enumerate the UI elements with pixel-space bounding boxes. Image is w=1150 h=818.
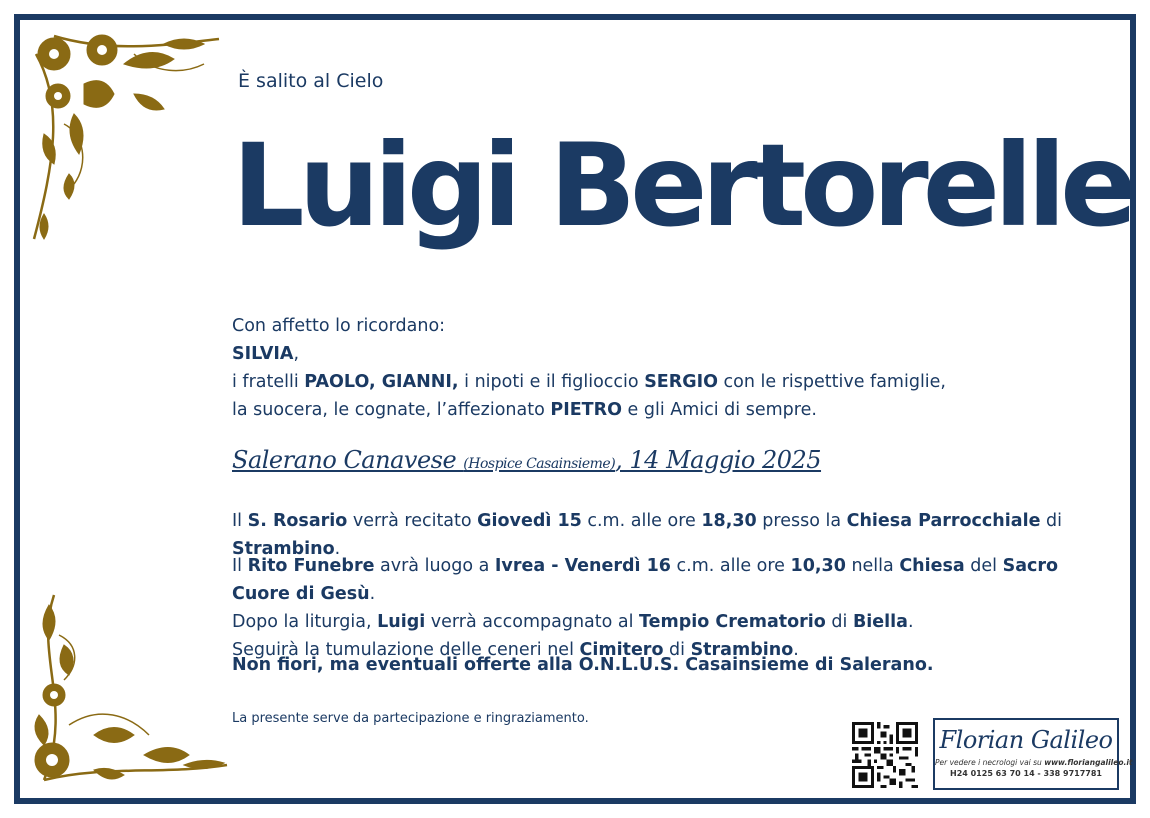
logo-brand: Florian Galileo (939, 726, 1113, 754)
floral-corner-bottom-left-icon (24, 585, 229, 790)
funeral-home-logo (933, 718, 1133, 790)
flowers-note: Non fiori, ma eventuali offerte alla O.N.L.U.S. Casainsieme di Salerano. (232, 655, 934, 675)
family-line-2: i fratelli PAOLO, GIANNI, i nipoti e il figlioccio SERGIO con le rispettive famiglie, (232, 372, 946, 392)
family-line-1: SILVIA, (232, 344, 300, 364)
qr-code-icon[interactable] (852, 722, 918, 788)
funeral-announcement (232, 552, 1112, 664)
place-and-date: Salerano Canavese (Hospice Casainsieme), 14 Maggio 2025 (232, 446, 822, 474)
deceased-name: Luigi Bertorelle (232, 119, 1132, 252)
funeral-line-1: Il Rito Funebre avrà luogo a Ivrea - Venerdì 16 c.m. alle ore 10,30 nella Chiesa del Sacro Cuore di Gesù. (232, 556, 1059, 604)
family-section (232, 312, 1112, 424)
family-line-3: la suocera, le cognate, l’affezionato PIETRO e gli Amici di sempre. (232, 400, 817, 420)
thanks-note: La presente serve da partecipazione e ringraziamento. (232, 711, 589, 726)
rosary-announcement: Il S. Rosario verrà recitato Giovedì 15 c.m. alle ore 18,30 presso la Chiesa Parrocchiale di Strambino. (232, 511, 1062, 559)
funeral-line-3: Seguirà la tumulazione delle ceneri nel Cimitero di Strambino. (232, 640, 799, 660)
family-intro: Con affetto lo ricordano: (232, 316, 446, 336)
logo-phone-line: H24 0125 63 70 14 - 338 9717781 (950, 769, 1102, 778)
funeral-line-2: Dopo la liturgia, Luigi verrà accompagnato al Tempio Crematorio di Biella. (232, 612, 914, 632)
floral-corner-top-left-icon (24, 24, 224, 249)
logo-website-line: Per vedere i necrologi vai su www.floriangalileo.it (935, 758, 1133, 767)
subtitle: È salito al Cielo (238, 70, 384, 92)
